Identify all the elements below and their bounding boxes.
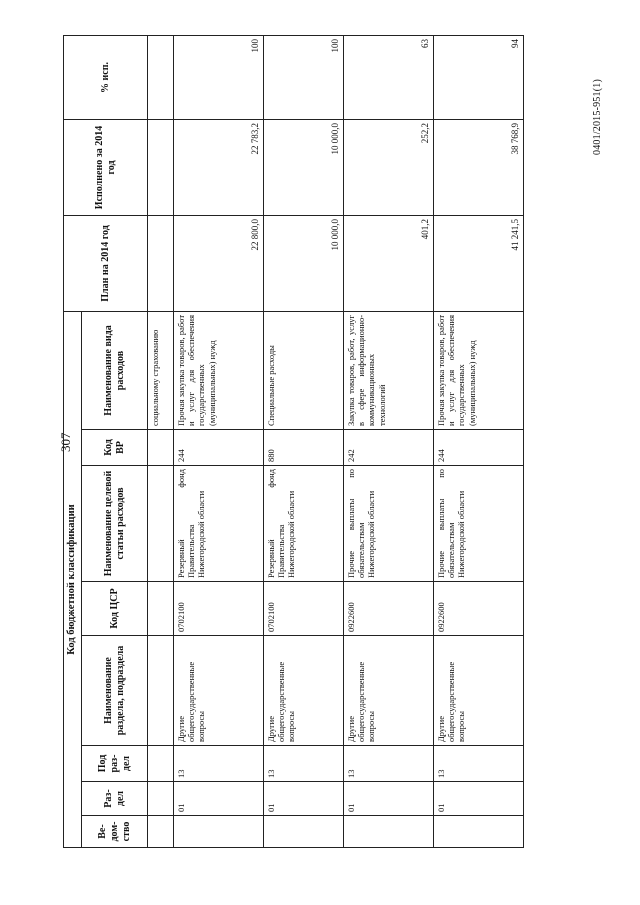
cell-podrazdel: 13: [434, 746, 524, 782]
header-podrazdel: Под раз-дел: [82, 746, 148, 782]
cell-razdel: 01: [344, 782, 434, 816]
header-vedomstvo: Ве-дом-ство: [82, 816, 148, 848]
document-code: 0401/2015-951(1): [592, 79, 603, 155]
cell-percent: 100: [264, 35, 344, 119]
budget-table: [63, 35, 524, 848]
cell-executed: 22 783,2: [174, 119, 264, 215]
cell-executed: 10 000,0: [264, 119, 344, 215]
cell-empty: [148, 430, 174, 466]
cell-empty: [148, 582, 174, 636]
cell-empty: [148, 119, 174, 215]
cell-plan: 401,2: [344, 215, 434, 311]
group-header: Код бюджетной классификации: [64, 311, 82, 847]
cell-razdel-name: Другие общегосударственные вопросы: [344, 636, 434, 746]
cell-razdel: 01: [264, 782, 344, 816]
cell-podrazdel: 13: [174, 746, 264, 782]
cell-vr-name: Закупка товаров, работ, услуг в сфере информационно-коммуникационных технологий: [344, 311, 434, 429]
cell-executed: 252,2: [344, 119, 434, 215]
table-row: [344, 35, 434, 847]
cell-vr-code: 880: [264, 430, 344, 466]
header-percent: % исп.: [64, 35, 148, 119]
cell-vr-name: Специальные расходы: [264, 311, 344, 429]
cell-executed: 38 768,9: [434, 119, 524, 215]
header-csr-name: Наименование целевой статьи расходов: [82, 466, 148, 582]
cell-percent: 63: [344, 35, 434, 119]
cell-podrazdel: 13: [264, 746, 344, 782]
cell-vr-name: социальному страхованию: [148, 311, 174, 429]
cell-plan: 41 241,5: [434, 215, 524, 311]
cell-razdel: 01: [174, 782, 264, 816]
table-row: [264, 35, 344, 847]
page-number: 307: [58, 432, 73, 452]
cell-vedomstvo: [174, 816, 264, 848]
cell-vr-name: Прочая закупка товаров, работ и услуг для обеспечения государственных (муниципальных) нужд: [174, 311, 264, 429]
table-row: [174, 35, 264, 847]
cell-csr-name: Резервный фонд Правительства Нижегородской области: [264, 466, 344, 582]
cell-csr-name: Прочие выплаты по обязательствам Нижегородской области: [434, 466, 524, 582]
header-csr-code: Код ЦСР: [82, 582, 148, 636]
cell-razdel-name: Другие общегосударственные вопросы: [434, 636, 524, 746]
header-plan: План на 2014 год: [64, 215, 148, 311]
header-razdel: Раз-дел: [82, 782, 148, 816]
cell-percent: 100: [174, 35, 264, 119]
cell-csr-code: 0702100: [174, 582, 264, 636]
cell-csr-name: Прочие выплаты по обязательствам Нижегородской области: [344, 466, 434, 582]
cell-razdel: 01: [434, 782, 524, 816]
header-vr-name: Наименование вида расходов: [82, 311, 148, 429]
cell-vedomstvo: [344, 816, 434, 848]
cell-plan: 10 000,0: [264, 215, 344, 311]
budget-table-sheet: [63, 36, 521, 848]
cell-empty: [148, 466, 174, 582]
cell-empty: [148, 816, 174, 848]
table-row: [434, 35, 524, 847]
header-executed: Исполнено за 2014 год: [64, 119, 148, 215]
cell-percent: 94: [434, 35, 524, 119]
cell-vedomstvo: [264, 816, 344, 848]
cell-csr-code: 0922600: [344, 582, 434, 636]
cell-plan: 22 800,0: [174, 215, 264, 311]
cell-vr-code: 244: [434, 430, 524, 466]
cell-vr-name: Прочая закупка товаров, работ и услуг для обеспечения государственных (муниципальных) нужд: [434, 311, 524, 429]
header-vr-code: Код ВР: [82, 430, 148, 466]
cell-csr-code: 0922600: [434, 582, 524, 636]
cell-empty: [148, 215, 174, 311]
cell-empty: [148, 782, 174, 816]
table-row-continuation: [148, 35, 174, 847]
cell-vedomstvo: [434, 816, 524, 848]
cell-empty: [148, 35, 174, 119]
cell-csr-code: 0702100: [264, 582, 344, 636]
cell-vr-code: 244: [174, 430, 264, 466]
header-row-group: [64, 35, 82, 847]
cell-razdel-name: Другие общегосударственные вопросы: [174, 636, 264, 746]
cell-empty: [148, 636, 174, 746]
cell-vr-code: 242: [344, 430, 434, 466]
cell-razdel-name: Другие общегосударственные вопросы: [264, 636, 344, 746]
header-razdel-name: Наименование раздела, подраздела: [82, 636, 148, 746]
cell-podrazdel: 13: [344, 746, 434, 782]
cell-empty: [148, 746, 174, 782]
cell-csr-name: Резервный фонд Правительства Нижегородской области: [174, 466, 264, 582]
